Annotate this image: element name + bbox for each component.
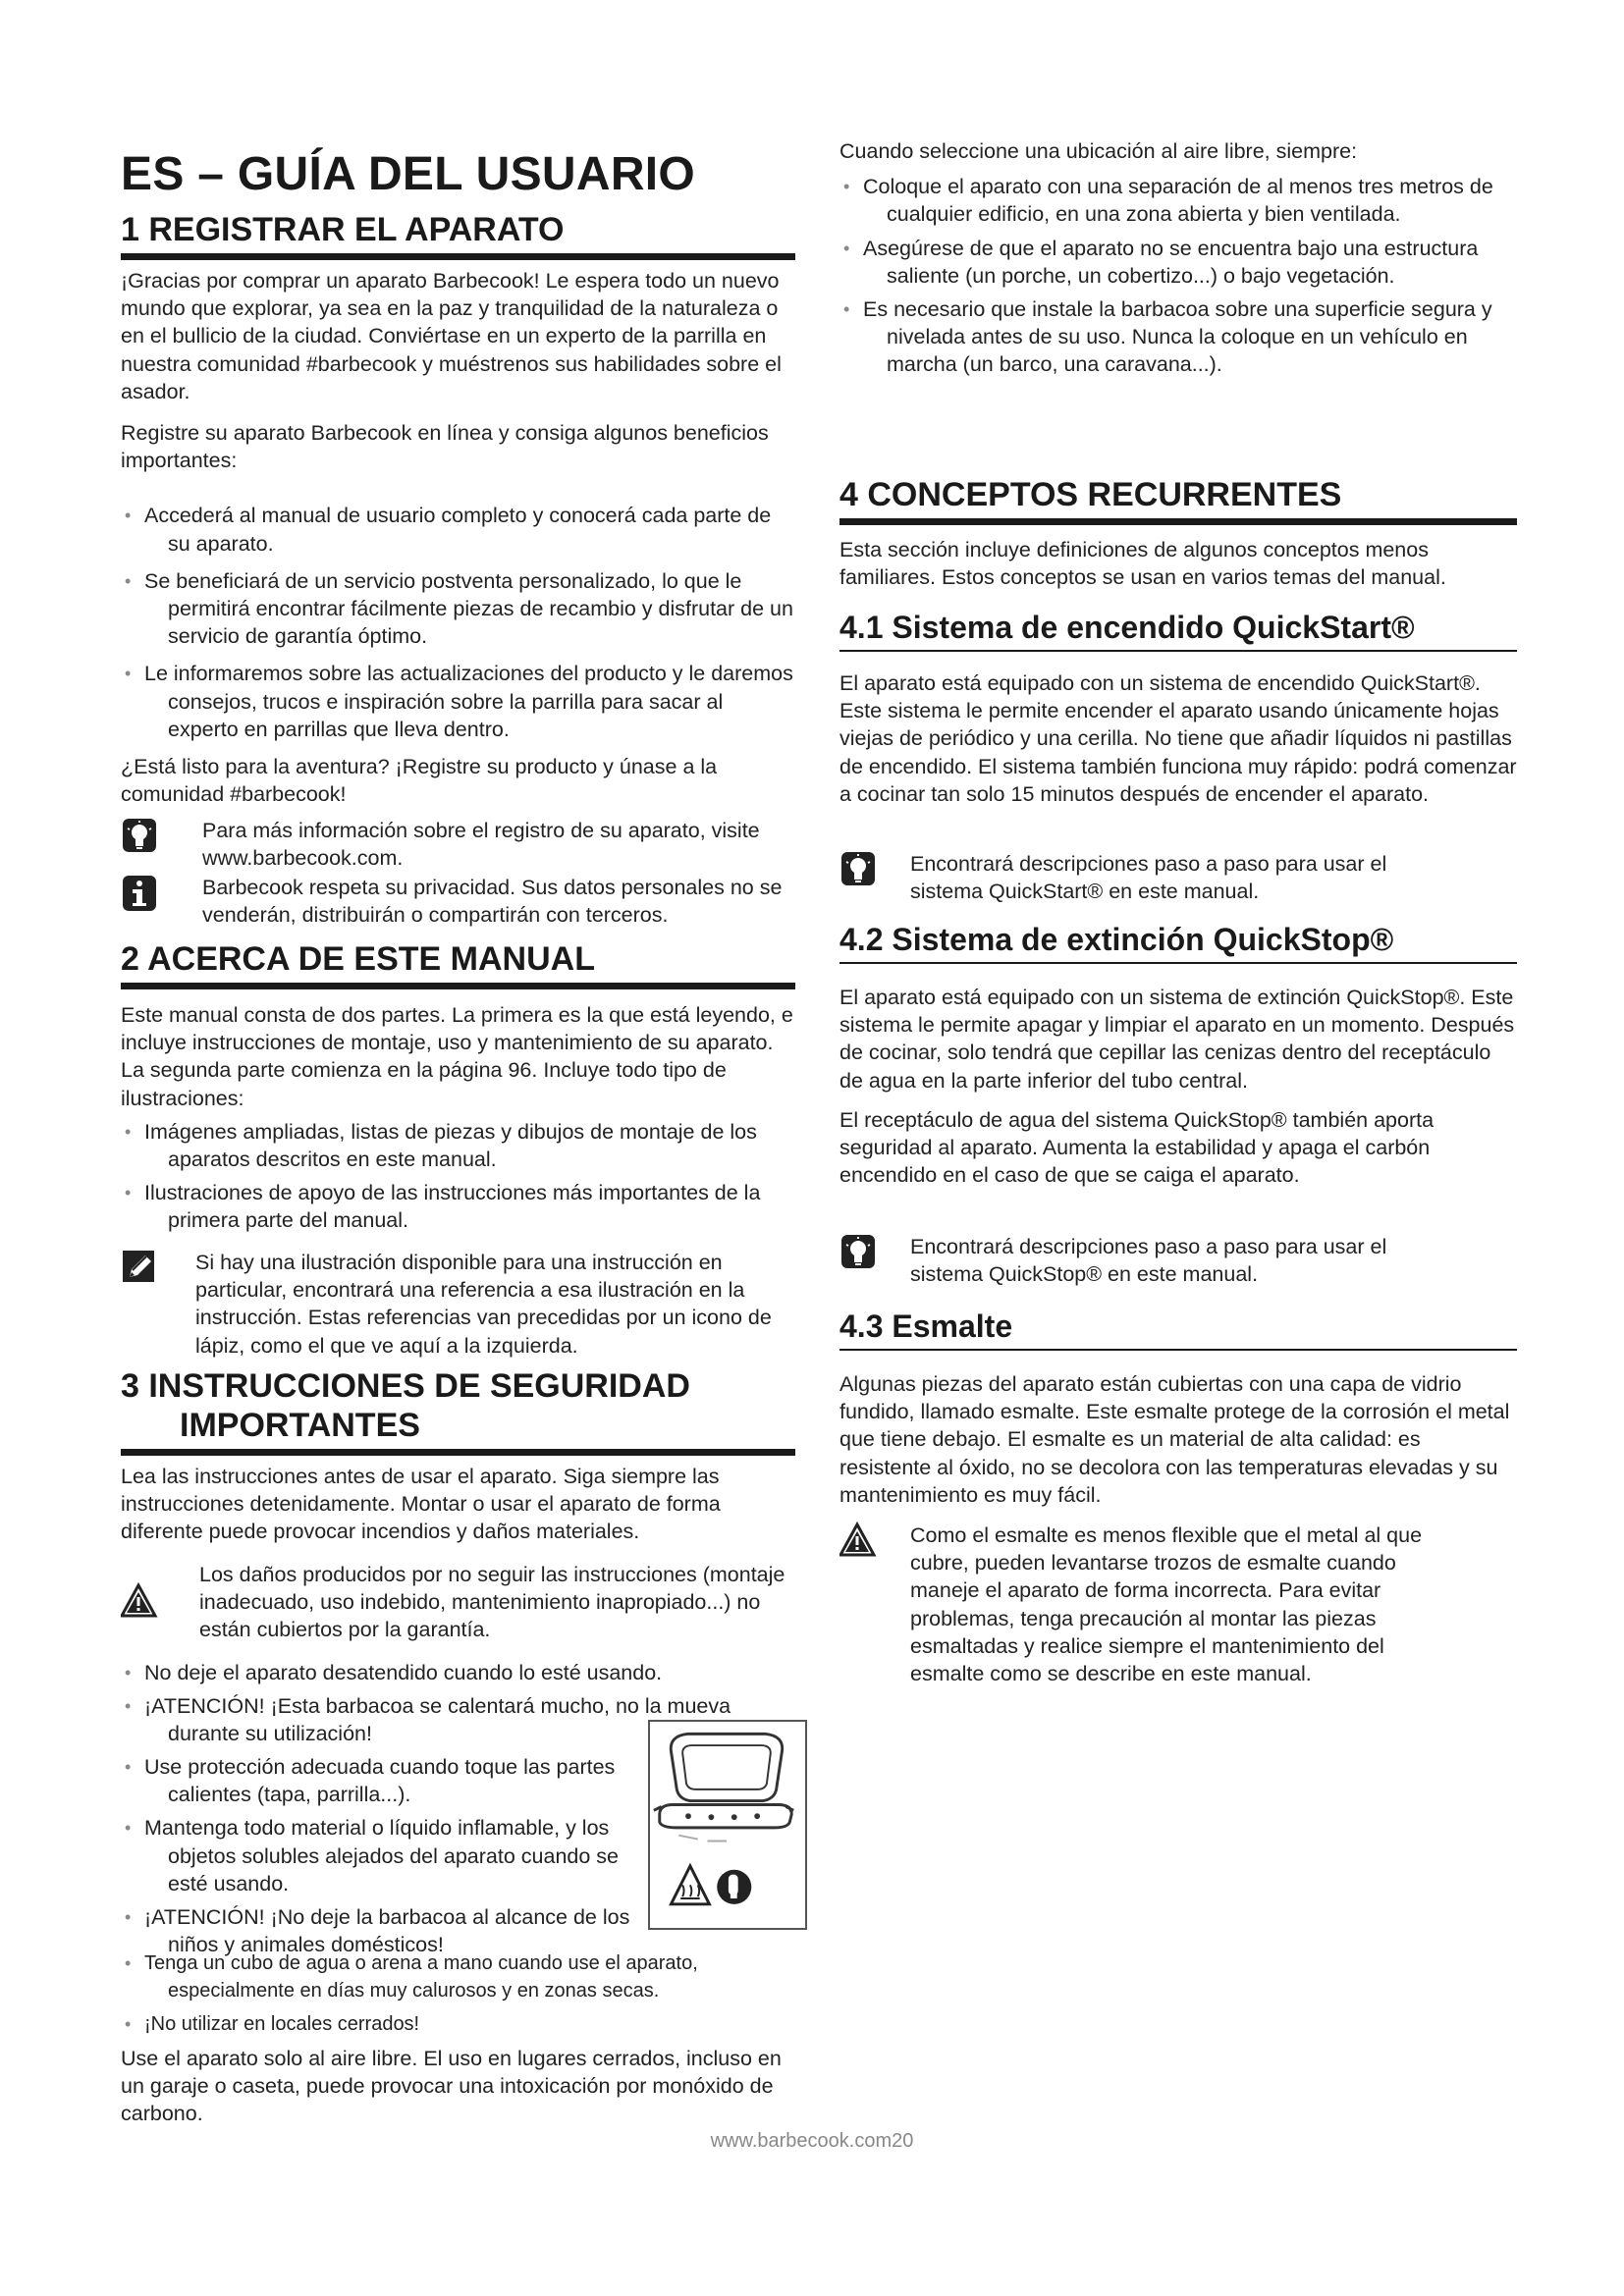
info-note bbox=[121, 874, 798, 929]
tip-note bbox=[121, 817, 798, 872]
page-footer: www.barbecook.com20 bbox=[710, 2130, 914, 2152]
section-4-1-heading: 4.1 Sistema de encendido QuickStart® bbox=[839, 609, 1517, 652]
section-1-paragraph: Registre su aparato Barbecook en línea y consiga algunos beneficios importantes: bbox=[121, 421, 769, 473]
section-1-bullets bbox=[121, 502, 795, 743]
section-3-paragraph: Cuando seleccione una ubicación al aire libre, siempre: bbox=[839, 139, 1358, 163]
bbq-hot-surface-illustration bbox=[648, 1720, 807, 1930]
page-title: ES – GUÍA DEL USUARIO bbox=[121, 148, 696, 200]
list-item: • Imágenes ampliadas, listas de piezas y dibujos de montaje de los aparatos descritos en este manual. bbox=[121, 1118, 795, 1173]
list-item: • Asegúrese de que el aparato no se encuentra bajo una estructura saliente (un porche, un cobertizo...) o bajo vegetación. bbox=[839, 235, 1514, 290]
list-item: • Tenga un cubo de agua o arena a mano cuando use el aparato, especialmente en días muy calurosos y en zonas secas. bbox=[121, 1949, 795, 2004]
section-1-heading: 1 REGISTRAR EL APARATO bbox=[121, 210, 795, 260]
warning-note-text: Como el esmalte es menos flexible que el metal al que cubre, pueden levantarse trozos de esmalte cuando maneje el aparato de forma incorrecta. Para evitar problemas, tenga precaución al montar las piezas esmaltadas y realice siempre el mantenimiento del esmalte como se describe en este manual. bbox=[910, 1523, 1423, 1686]
section-4-heading: 4 CONCEPTOS RECURRENTES bbox=[839, 475, 1517, 525]
list-item: • No deje el aparato desatendido cuando lo esté usando. bbox=[121, 1659, 795, 1686]
section-3-heading bbox=[121, 1366, 795, 1460]
section-4-3-heading: 4.3 Esmalte bbox=[839, 1308, 1517, 1351]
section-3-heading-line: IMPORTANTES bbox=[121, 1406, 795, 1456]
lightbulb-icon bbox=[839, 850, 879, 889]
list-item: • Ilustraciones de apoyo de las instrucciones más importantes de la primera parte del manual. bbox=[121, 1179, 795, 1234]
section-1-paragraph: ¿Está listo para la aventura? ¡Registre su producto y únase a la comunidad #barbecook! bbox=[121, 755, 718, 807]
section-4-2-heading: 4.2 Sistema de extinción QuickStop® bbox=[839, 921, 1517, 964]
section-3-paragraph: Lea las instrucciones antes de usar el aparato. Siga siempre las instrucciones detenidamente. Montar o usar el aparato de forma diferente puede provocar incendios y daños materiales. bbox=[121, 1465, 721, 1544]
pencil-icon bbox=[121, 1249, 160, 1288]
section-4-1-body bbox=[839, 669, 1517, 808]
list-item: • Es necesario que instale la barbacoa sobre una superficie segura y nivelada antes de su uso. Nunca la coloque en un vehículo en marcha (un barco, una caravana...). bbox=[839, 295, 1514, 379]
section-3-bullets-b bbox=[121, 1753, 631, 1964]
section-2-heading: 2 ACERCA DE ESTE MANUAL bbox=[121, 939, 795, 989]
list-item: • Mantenga todo material o líquido inflamable, y los objetos solubles alejados del aparato cuando se esté usando. bbox=[121, 1814, 631, 1897]
tip-note bbox=[839, 850, 1517, 905]
info-icon bbox=[121, 874, 160, 913]
warning-triangle-icon bbox=[121, 1582, 160, 1622]
section-4-1-paragraph: El aparato está equipado con un sistema de encendido QuickStart®. Este sistema le permite encender el aparato usando únicamente hojas viejas de periódico y una cerilla. No tiene que añadir líquidos ni pastillas de encendido. El sistema también funciona muy rápido: podrá comenzar a cocinar tan solo 15 minutos después de encender el aparato. bbox=[839, 671, 1517, 806]
section-3-bullets-c bbox=[121, 1949, 795, 2127]
section-2-body bbox=[121, 1001, 795, 1241]
section-4-3-body bbox=[839, 1370, 1517, 1509]
section-3-bullet-list bbox=[839, 173, 1514, 378]
list-item: • Accederá al manual de usuario completo y conocerá cada parte de su aparato. bbox=[121, 502, 795, 557]
list-item: • ¡ATENCIÓN! ¡Esta barbacoa se calentará mucho, no la mueva durante su utilización! bbox=[121, 1692, 795, 1747]
section-2-bullets bbox=[121, 1118, 795, 1235]
list-item: • ¡ATENCIÓN! ¡No deje la barbacoa al alcance de los niños y animales domésticos! bbox=[121, 1903, 631, 1958]
section-4-2-body bbox=[839, 984, 1517, 1189]
info-note-text: Barbecook respeta su privacidad. Sus datos personales no se venderán, distribuirán o compartirán con terceros. bbox=[202, 876, 783, 928]
bbq-drawing bbox=[650, 1722, 801, 1924]
list-item: • Use protección adecuada cuando toque las partes calientes (tapa, parrilla...). bbox=[121, 1753, 631, 1808]
section-2-paragraph: Este manual consta de dos partes. La primera es la que está leyendo, e incluye instrucciones de montaje, uso y mantenimiento de su aparato. La segunda parte comienza en la página 96. Incluye todo tipo de ilustraciones: bbox=[121, 1003, 793, 1110]
tip-note-text: Encontrará descripciones paso a paso para usar el sistema QuickStart® en este manual. bbox=[910, 852, 1387, 904]
pencil-note-text: Si hay una ilustración disponible para una instrucción en particular, encontrará una referencia a esa ilustración en la instrucción. Estas referencias van precedidas por un icono de lápiz, como el que ve aquí a la izquierda. bbox=[195, 1251, 772, 1358]
list-item: • Se beneficiará de un servicio postventa personalizado, lo que le permitirá encontrar fácilmente piezas de recambio y disfrutar de un servicio de garantía óptimo. bbox=[121, 567, 795, 651]
section-3-body bbox=[121, 1463, 795, 1546]
section-4-body bbox=[839, 536, 1514, 591]
section-4-3-paragraph: Algunas piezas del aparato están cubiertas con una capa de vidrio fundido, llamado esmalte. Este esmalte protege de la corrosión el metal que tiene debajo. El esmalte es un material de alta calidad: es resistente al óxido, no se decolora con las temperaturas elevadas y su mantenimiento es muy fácil. bbox=[839, 1372, 1510, 1507]
section-3-bullet-list bbox=[121, 1753, 631, 1958]
section-3-continued bbox=[839, 137, 1514, 385]
section-1-paragraph: ¡Gracias por comprar un aparato Barbecook! Le espera todo un nuevo mundo que explorar, ya sea en la paz y tranquilidad de la naturaleza o en el bullicio de la ciudad. Conviértase en un experto de la parrilla en nuestra comunidad #barbecook y muéstrenos sus habilidades sobre el asador. bbox=[121, 269, 782, 403]
section-1-body bbox=[121, 267, 795, 808]
section-4-2-paragraph: El receptáculo de agua del sistema QuickStop® también aporta seguridad al aparato. Aumenta la estabilidad y apaga el carbón encendido en el caso de que se caiga el aparato. bbox=[839, 1107, 1435, 1188]
section-3-paragraph: Use el aparato solo al aire libre. El uso en lugares cerrados, incluso en un garaje o caseta, puede provocar una intoxicación por monóxido de carbono. bbox=[121, 2046, 782, 2126]
tip-note-text: Encontrará descripciones paso a paso para usar el sistema QuickStop® en este manual. bbox=[910, 1235, 1387, 1287]
lightbulb-icon bbox=[121, 817, 160, 856]
section-3-heading-line: 3 INSTRUCCIONES DE SEGURIDAD bbox=[121, 1367, 690, 1405]
list-item: • Le informaremos sobre las actualizaciones del producto y le daremos consejos, trucos e inspiración sobre la parrilla para sacar al experto en parrillas que lleva dentro. bbox=[121, 660, 795, 743]
section-4-paragraph: Esta sección incluye definiciones de algunos conceptos menos familiares. Estos conceptos se usan en varios temas del manual. bbox=[839, 538, 1446, 590]
section-4-2-paragraph: El aparato está equipado con un sistema de extinción QuickStop®. Este sistema le permite apagar y limpiar el aparato en un momento. Después de cocinar, solo tendrá que cepillar las cenizas dentro del receptáculo de agua en la parte inferior del tubo central. bbox=[839, 986, 1515, 1093]
warning-note bbox=[121, 1561, 798, 1644]
tip-note bbox=[839, 1233, 1517, 1288]
list-item: • Coloque el aparato con una separación de al menos tres metros de cualquier edificio, en una zona abierta y bien ventilada. bbox=[839, 173, 1514, 228]
warning-triangle-icon bbox=[839, 1522, 879, 1561]
list-item: • ¡No utilizar en locales cerrados! bbox=[121, 2010, 795, 2038]
warning-note bbox=[839, 1522, 1517, 1687]
warning-note-text: Los daños producidos por no seguir las instrucciones (montaje inadecuado, uso indebido, mantenimiento inapropiado...) no están cubiertos por la garantía. bbox=[199, 1563, 785, 1642]
tip-note-text: Para más información sobre el registro de su aparato, visite www.barbecook.com. bbox=[202, 819, 760, 871]
pencil-note bbox=[121, 1249, 798, 1360]
section-3-bullet-list bbox=[121, 1949, 795, 2039]
lightbulb-icon bbox=[839, 1233, 879, 1272]
